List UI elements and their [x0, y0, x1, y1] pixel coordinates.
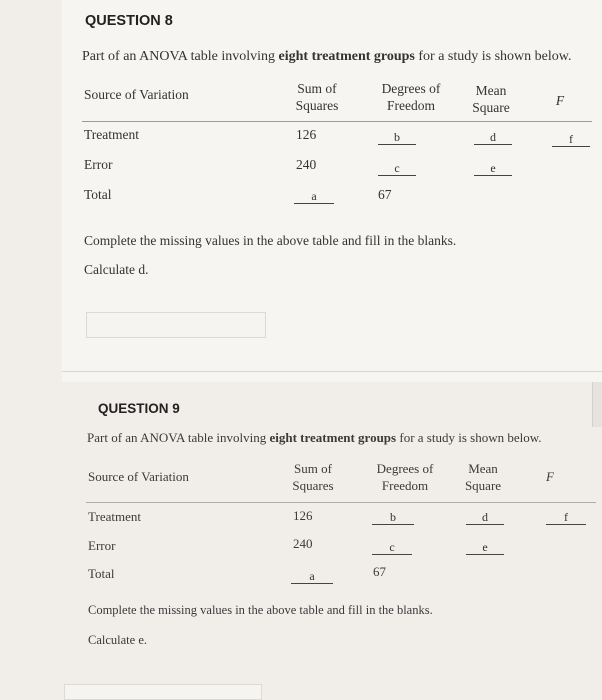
row-treatment-ss: 126 [296, 127, 317, 142]
question-9-answer-input[interactable] [64, 684, 262, 700]
row-total-label: Total [84, 187, 112, 202]
row-treatment-label: Treatment [84, 127, 139, 142]
question-divider [62, 371, 602, 372]
blank-d: d [474, 131, 512, 145]
row-total-df: 67 [378, 187, 392, 202]
question-9-instruction: Complete the missing values in the above table and fill in the blanks. [88, 603, 433, 617]
question-9-intro: Part of an ANOVA table involving eight treatment groups for a study is shown below. [87, 430, 542, 445]
q9-blank-c: c [372, 541, 412, 555]
blank-c: c [378, 162, 416, 176]
q9-row-treatment-label: Treatment [88, 509, 141, 524]
question-8-title: QUESTION 8 [85, 13, 173, 29]
q9-row-treatment-ss: 126 [293, 508, 313, 523]
row-error-ss: 240 [296, 157, 317, 172]
q9-row-error-ss: 240 [293, 536, 313, 551]
scroll-edge [592, 382, 602, 427]
question-8-prompt: Calculate d. [84, 262, 149, 277]
q9-row-total-label: Total [88, 566, 115, 581]
q9-header-f: F [546, 469, 554, 484]
q9-header-sum-of-squares: Sum of Squares [292, 461, 334, 493]
question-8-answer-input[interactable] [86, 312, 266, 338]
blank-b: b [378, 131, 416, 145]
q9-blank-b: b [372, 511, 414, 525]
q9-header-rule [86, 502, 596, 503]
q9-blank-f: f [546, 511, 586, 525]
question-8-instruction: Complete the missing values in the above table and fill in the blanks. [84, 233, 457, 248]
header-source: Source of Variation [84, 87, 189, 102]
row-error-label: Error [84, 157, 113, 172]
q9-blank-e: e [466, 541, 504, 555]
q9-blank-d: d [466, 511, 504, 525]
blank-f: f [552, 133, 590, 147]
q9-row-total-df: 67 [373, 564, 386, 579]
q9-header-mean-square: Mean Square [464, 461, 502, 493]
q9-header-degrees-of-freedom: Degrees of Freedom [376, 461, 434, 493]
header-f: F [555, 93, 565, 108]
blank-a: a [294, 190, 334, 204]
question-9-title: QUESTION 9 [98, 401, 180, 416]
header-degrees-of-freedom: Degrees of Freedom [381, 81, 441, 113]
question-8-intro: Part of an ANOVA table involving eight treatment groups for a study is shown below. [82, 49, 572, 64]
q9-blank-a: a [291, 570, 333, 584]
header-rule [82, 121, 592, 122]
header-mean-square: Mean Square [472, 83, 510, 115]
header-sum-of-squares: Sum of Squares [295, 81, 339, 113]
q9-header-source: Source of Variation [88, 469, 189, 484]
q9-row-error-label: Error [88, 538, 116, 553]
question-9-prompt: Calculate e. [88, 633, 147, 647]
blank-e: e [474, 162, 512, 176]
